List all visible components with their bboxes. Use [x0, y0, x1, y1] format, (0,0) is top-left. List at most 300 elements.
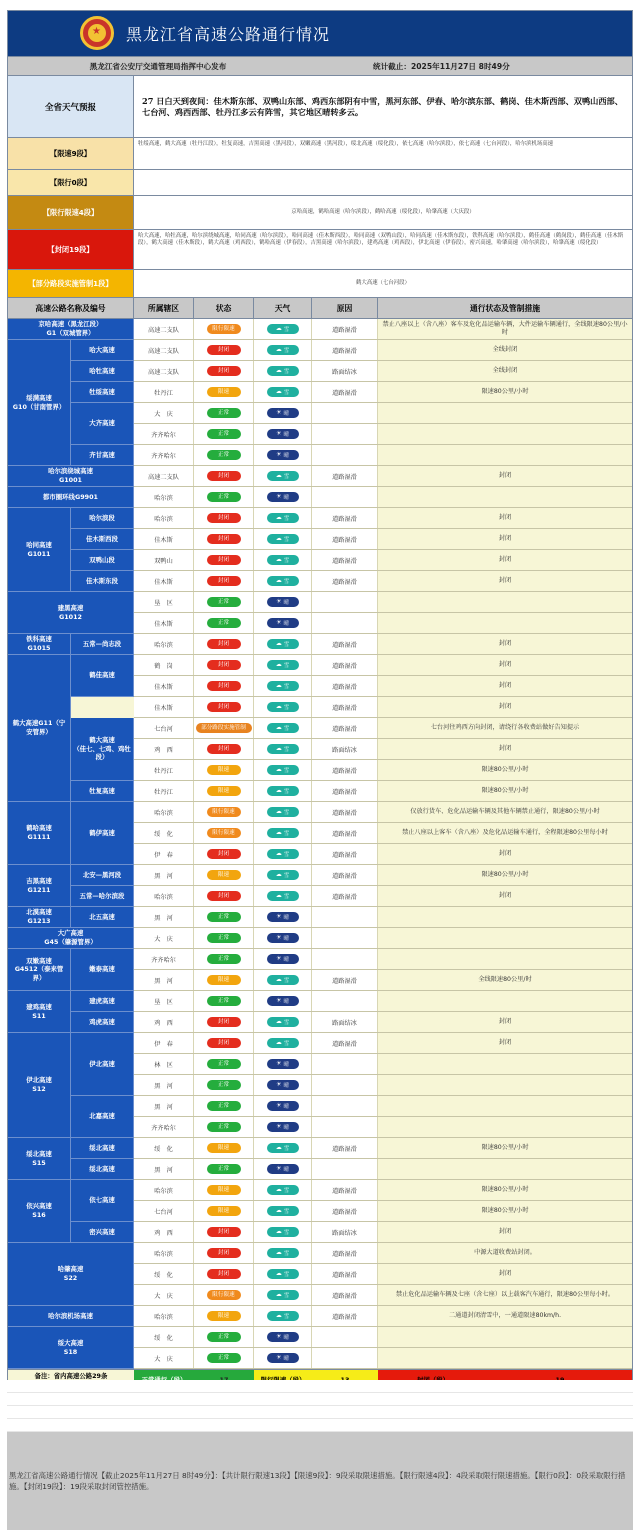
table-row: [134, 781, 632, 802]
status-badge: 正常: [207, 933, 241, 943]
table-row: [134, 655, 632, 676]
table-row: [134, 844, 632, 865]
table-row: [134, 1054, 632, 1075]
weather-cell: [254, 907, 312, 927]
area-cell: 哈尔滨: [134, 634, 194, 654]
reason-cell: 道路湿滑: [312, 634, 378, 654]
publisher-row: [8, 57, 632, 76]
reason-cell: [312, 403, 378, 423]
weather-label: 雪: [283, 369, 290, 375]
status-cell: [194, 1243, 254, 1263]
status-cell: [194, 613, 254, 633]
weather-badge: [267, 996, 299, 1006]
status-cell: [194, 319, 254, 339]
reason-cell: 道路湿滑: [312, 886, 378, 906]
snowflake-icon: ☁: [275, 1228, 282, 1235]
area-cell: 齐齐哈尔: [134, 424, 194, 444]
area-cell: 双鸭山: [134, 550, 194, 570]
table-row: [134, 571, 632, 592]
table-row: [134, 550, 632, 571]
area-cell: 鸡 西: [134, 1012, 194, 1032]
area-cell: 齐齐哈尔: [134, 445, 194, 465]
status-badge: 封闭: [207, 534, 241, 544]
area-cell: 伊 春: [134, 844, 194, 864]
status-cell: [194, 1117, 254, 1137]
sun-icon: ☀: [276, 619, 282, 626]
status-cell: [194, 1306, 254, 1326]
weather-label: 晴: [283, 1125, 289, 1131]
measure-cell: 封闭: [498, 1039, 512, 1047]
weather-label: 晴: [283, 1083, 289, 1089]
sun-icon: ☀: [276, 1102, 282, 1109]
status-cell: [194, 340, 254, 360]
status-cell: [194, 865, 254, 885]
road-name: 伊北高速 S12: [8, 1033, 71, 1138]
weather-badge: [267, 1122, 299, 1132]
table-row: [134, 1180, 632, 1201]
status-cell: [194, 802, 254, 822]
status-badge: 限速: [207, 975, 241, 985]
weather-cell: [254, 487, 312, 507]
segment-name: 鹤大高速 （佳七、七鸡、鸡牡段）: [71, 718, 134, 781]
segment-name: 大齐高速: [71, 403, 134, 445]
weather-cell: [254, 781, 312, 801]
measure-cell: [378, 487, 632, 507]
measure-cell: 禁止八座以上客车（含八座）及危化品运输车通行，全程限速80公里每小时: [402, 829, 608, 837]
sun-icon: ☀: [276, 451, 282, 458]
status-cell: [194, 445, 254, 465]
measure-cell: 仅放行货车、危化品运输车辆及其他车辆禁止通行，限速80公里/小时: [410, 808, 600, 816]
weather-label: 雪: [283, 978, 290, 984]
segment-name: 五常—尚志段: [71, 634, 134, 655]
status-cell: [194, 1327, 254, 1347]
road-name: 哈尔滨机场高速: [8, 1306, 134, 1327]
area-cell: 佳木斯: [134, 676, 194, 696]
status-badge: 封闭: [207, 1227, 241, 1237]
weather-label: 雪: [283, 1293, 290, 1299]
table-row: [134, 1306, 632, 1327]
status-badge: 限速: [207, 786, 241, 796]
weather-label: 雪: [283, 873, 290, 879]
stat-date: 统计截止：2025年11月27日 8时49分: [373, 61, 510, 71]
snowflake-icon: ☁: [275, 514, 282, 521]
weather-label: 晴: [283, 1167, 289, 1173]
status-badge: 封闭: [207, 639, 241, 649]
summary-text: 鹤大高速（七台河段）: [356, 279, 410, 286]
table-row: [134, 1222, 632, 1243]
sun-icon: ☀: [276, 1333, 282, 1340]
status-badge: 封闭: [207, 1017, 241, 1027]
area-cell: 高速二支队: [134, 340, 194, 360]
status-cell: [194, 382, 254, 402]
weather-label: 雪: [283, 1041, 290, 1047]
weather-badge: [267, 324, 299, 334]
snowflake-icon: ☁: [275, 829, 282, 836]
weather-cell: [254, 1306, 312, 1326]
reason-cell: 道路湿滑: [312, 466, 378, 486]
snowflake-icon: ☁: [275, 1039, 282, 1046]
weather-cell: [254, 592, 312, 612]
area-cell: 佳木斯: [134, 613, 194, 633]
status-cell: [194, 1033, 254, 1053]
snowflake-icon: ☁: [275, 1249, 282, 1256]
reason-cell: 道路湿滑: [312, 697, 378, 717]
weather-label: 晴: [283, 432, 289, 438]
segment-name: 北嘉高速: [71, 1096, 134, 1138]
summary-row-l9: [8, 138, 632, 170]
weather-cell: [254, 676, 312, 696]
measure-cell: 封闭: [498, 1270, 512, 1278]
status-cell: [194, 1054, 254, 1074]
weather-cell: [254, 1054, 312, 1074]
weather-cell: [254, 529, 312, 549]
weather-cell: [254, 340, 312, 360]
col-reason: 原因: [312, 298, 378, 318]
sun-icon: ☀: [276, 430, 282, 437]
weather-cell: [254, 571, 312, 591]
table-row: [134, 1327, 632, 1348]
snowflake-icon: ☁: [275, 850, 282, 857]
measure-cell: [378, 403, 632, 423]
table-row: [134, 865, 632, 886]
sun-icon: ☀: [276, 1081, 282, 1088]
weather-label: 雪: [283, 789, 290, 795]
measure-cell: 禁止危化品运输车辆及七座（含七座）以上载客汽车通行，限速80公里每小时。: [395, 1291, 615, 1299]
measure-cell: 全线封闭: [492, 346, 518, 354]
table-row: [134, 697, 632, 718]
area-cell: 牡丹江: [134, 760, 194, 780]
status-badge: 正常: [207, 912, 241, 922]
weather-badge: [267, 1332, 299, 1342]
status-cell: [194, 823, 254, 843]
table-row: [134, 445, 632, 466]
status-badge: 正常: [207, 597, 241, 607]
table-row: [134, 613, 632, 634]
table-row: [134, 1096, 632, 1117]
weather-label: 晴: [283, 495, 289, 501]
table-row: [134, 991, 632, 1012]
table-row: [134, 634, 632, 655]
reason-cell: 道路湿滑: [312, 718, 378, 738]
segment-name: 牡绥高速: [71, 382, 134, 403]
snowflake-icon: ☁: [275, 325, 282, 332]
weather-label: 雪: [283, 558, 290, 564]
weather-label: 雪: [283, 348, 290, 354]
table-row: [134, 340, 632, 361]
reason-cell: 道路湿滑: [312, 1285, 378, 1305]
segment-name: 嫩泰高速: [71, 949, 134, 991]
status-cell: [194, 1012, 254, 1032]
status-badge: 正常: [207, 1332, 241, 1342]
reason-cell: 道路湿滑: [312, 844, 378, 864]
status-cell: [194, 781, 254, 801]
weather-cell: [254, 1138, 312, 1158]
col-weather: 天气: [254, 298, 312, 318]
snowflake-icon: ☁: [275, 1186, 282, 1193]
segment-name: 鸡虎高速: [71, 1012, 134, 1033]
measure-cell: 七台河往鸡西方向封闭，请绕行各收费站做好告知提示: [430, 724, 580, 732]
snowflake-icon: ☁: [275, 1018, 282, 1025]
measure-cell: [378, 424, 632, 444]
status-badge: 封闭: [207, 345, 241, 355]
status-cell: [194, 697, 254, 717]
reason-cell: 道路湿滑: [312, 802, 378, 822]
measure-cell: [378, 592, 632, 612]
weather-label: 晴: [283, 453, 289, 459]
status-badge: 正常: [207, 1080, 241, 1090]
road-name: 绥北高速 S15: [8, 1138, 71, 1180]
area-cell: 黑 河: [134, 1075, 194, 1095]
area-cell: 七台河: [134, 718, 194, 738]
weather-label: 雪: [283, 1272, 290, 1278]
summary-label: 【部分路段实施管制1段】: [8, 270, 134, 297]
weather-label: 雪: [283, 1314, 290, 1320]
sun-icon: ☀: [276, 598, 282, 605]
segment-name: 佳木斯东段: [71, 571, 134, 592]
status-badge: 限速: [207, 1185, 241, 1195]
weather-badge: [267, 870, 299, 880]
weather-label: 晴: [283, 999, 289, 1005]
segment-name: 哈牡高速: [71, 361, 134, 382]
reason-cell: [312, 991, 378, 1011]
measure-cell: 封闭: [498, 850, 512, 858]
weather-cell: [254, 361, 312, 381]
weather-label: 雪: [283, 684, 290, 690]
weather-cell: [254, 760, 312, 780]
reason-cell: 道路湿滑: [312, 340, 378, 360]
weather-cell: [254, 550, 312, 570]
weather-cell: [254, 1033, 312, 1053]
table-row: [134, 823, 632, 844]
status-cell: [194, 1096, 254, 1116]
status-cell: [194, 907, 254, 927]
measure-cell: [378, 1054, 632, 1074]
sun-icon: ☀: [276, 493, 282, 500]
measure-cell: 全线封闭: [492, 367, 518, 375]
weather-label: 雪: [283, 327, 290, 333]
segment-name: 双鸭山段: [71, 550, 134, 571]
weather-badge: [267, 1290, 299, 1300]
weather-badge: [267, 1248, 299, 1258]
weather-badge: [267, 1080, 299, 1090]
weather-label: 雪: [283, 663, 290, 669]
weather-label: 雪: [283, 768, 290, 774]
weather-cell: [254, 1159, 312, 1179]
measure-cell: 封闭: [498, 1018, 512, 1026]
segment-name: 牡复高速: [71, 781, 134, 802]
status-cell: [194, 424, 254, 444]
table-row: [134, 466, 632, 487]
weather-label: 雪: [283, 1230, 290, 1236]
status-badge: 正常: [207, 1164, 241, 1174]
segment-name: 密兴高速: [71, 1222, 134, 1243]
reason-cell: [312, 1348, 378, 1368]
table-row: [134, 1033, 632, 1054]
snowflake-icon: ☁: [275, 1207, 282, 1214]
reason-cell: 路面结冰: [312, 739, 378, 759]
status-cell: [194, 1159, 254, 1179]
status-badge: 封闭: [207, 1269, 241, 1279]
area-cell: 牡丹江: [134, 781, 194, 801]
area-cell: 黑 河: [134, 970, 194, 990]
status-cell: [194, 1222, 254, 1242]
area-cell: 哈尔滨: [134, 508, 194, 528]
weather-badge: [267, 1059, 299, 1069]
weather-badge: [267, 1227, 299, 1237]
reason-cell: 道路湿滑: [312, 781, 378, 801]
weather-cell: [254, 466, 312, 486]
reason-cell: [312, 907, 378, 927]
sun-icon: ☀: [276, 955, 282, 962]
area-cell: 伊 春: [134, 1033, 194, 1053]
weather-badge: [267, 345, 299, 355]
reason-cell: 道路湿滑: [312, 1306, 378, 1326]
status-badge: 限速: [207, 765, 241, 775]
road-name: 绥满高速 G10（甘南管界）: [8, 340, 71, 466]
status-badge: 封闭: [207, 471, 241, 481]
weather-badge: [267, 807, 299, 817]
summary-label: 【封闭19段】: [8, 230, 134, 269]
status-cell: [194, 1201, 254, 1221]
weather-cell: [254, 865, 312, 885]
road-name: 建黑高速 G1012: [8, 592, 134, 634]
status-cell: [194, 361, 254, 381]
area-cell: 林 区: [134, 1054, 194, 1074]
status-cell: [194, 1348, 254, 1368]
measure-cell: [378, 949, 632, 969]
status-cell: [194, 571, 254, 591]
weather-label: 晴: [283, 1335, 289, 1341]
weather-label: 雪: [283, 726, 290, 732]
status-cell: [194, 1138, 254, 1158]
road-name: 建鸡高速 S11: [8, 991, 71, 1033]
weather-cell: [254, 802, 312, 822]
status-cell: [194, 928, 254, 948]
weather-label: 雪: [283, 1146, 290, 1152]
road-name: 哈同高速 G1011: [8, 508, 71, 592]
status-cell: [194, 949, 254, 969]
measure-cell: [378, 1159, 632, 1179]
area-cell: 黑 河: [134, 865, 194, 885]
snowflake-icon: ☁: [275, 472, 282, 479]
table-row: [134, 529, 632, 550]
weather-badge: [267, 702, 299, 712]
weather-cell: [254, 613, 312, 633]
measure-cell: [378, 1327, 632, 1347]
weather-label: 晴: [283, 1356, 289, 1362]
reason-cell: 道路湿滑: [312, 319, 378, 339]
sun-icon: ☀: [276, 934, 282, 941]
snowflake-icon: ☁: [275, 703, 282, 710]
area-cell: 牡丹江: [134, 382, 194, 402]
weather-cell: [254, 949, 312, 969]
police-emblem-icon: ★: [76, 14, 120, 54]
road-table: [8, 319, 632, 1369]
header-bar: [8, 11, 632, 57]
status-cell: [194, 529, 254, 549]
weather-cell: [254, 1096, 312, 1116]
status-badge: 部分路段实施管制: [196, 723, 252, 733]
weather-badge: [267, 387, 299, 397]
col-area: 所属辖区: [134, 298, 194, 318]
status-cell: [194, 844, 254, 864]
status-badge: 封闭: [207, 660, 241, 670]
reason-cell: 道路湿滑: [312, 1033, 378, 1053]
reason-cell: [312, 424, 378, 444]
measure-cell: 封闭: [498, 1228, 512, 1236]
status-badge: 封闭: [207, 744, 241, 754]
status-badge: 封闭: [207, 702, 241, 712]
measure-cell: 封闭: [498, 535, 512, 543]
table-row: [134, 1075, 632, 1096]
status-badge: 封闭: [207, 849, 241, 859]
road-name: 哈肇高速 S22: [8, 1243, 134, 1306]
summary-row-l19: [8, 230, 632, 270]
measure-cell: 封闭: [498, 892, 512, 900]
weather-badge: [267, 576, 299, 586]
weather-cell: [254, 508, 312, 528]
snowflake-icon: ☁: [275, 1144, 282, 1151]
reason-cell: 道路湿滑: [312, 1264, 378, 1284]
weather-cell: [254, 1243, 312, 1263]
status-badge: 正常: [207, 450, 241, 460]
area-cell: 高速二支队: [134, 361, 194, 381]
weather-badge: [267, 891, 299, 901]
weather-cell: [254, 697, 312, 717]
area-cell: 黑 河: [134, 907, 194, 927]
area-cell: 哈尔滨: [134, 1180, 194, 1200]
weather-label: 雪: [283, 642, 290, 648]
weather-badge: [267, 1101, 299, 1111]
summary-text: 哈大高速，哈牡高速，哈尔滨绕城高速，哈同高速（哈尔滨段），哈同高速（佳木斯西段），哈同高速（双鸭山段），哈同高速（佳木斯东段），铁科高速（哈尔滨段），鹤佳高速（鹤岗段），鹤佳高速（佳木斯段），鹤大高速（佳木斯段），鹤大高速（鸡西段），鹤哈高速（伊春段），吉黑高速（哈尔滨段），建鸡高速（鸡西段），伊北高速（伊春段），密兴高速，哈肇高速（哈尔滨段），哈肇高速（绥化段）: [138, 233, 624, 247]
summary-block: [8, 138, 632, 298]
reason-cell: [312, 1327, 378, 1347]
reason-cell: 道路湿滑: [312, 676, 378, 696]
reason-cell: [312, 949, 378, 969]
weather-cell: [254, 403, 312, 423]
reason-cell: 路面结冰: [312, 1222, 378, 1242]
weather-label: 雪: [283, 810, 290, 816]
table-row: [134, 907, 632, 928]
sun-icon: ☀: [276, 409, 282, 416]
reason-cell: 道路湿滑: [312, 508, 378, 528]
area-cell: 垦 区: [134, 991, 194, 1011]
measure-cell: 限速80公里/小时: [481, 766, 529, 774]
road-name: 绥大高速 S18: [8, 1327, 134, 1369]
reason-cell: 道路湿滑: [312, 760, 378, 780]
weather-cell: [254, 1222, 312, 1242]
weather-badge: [267, 555, 299, 565]
weather-label: 雪: [283, 705, 290, 711]
measure-cell: [378, 445, 632, 465]
area-cell: 齐齐哈尔: [134, 949, 194, 969]
blank-rows: [7, 1380, 633, 1432]
area-cell: 大 庆: [134, 403, 194, 423]
summary-label: 【限行限速4段】: [8, 196, 134, 229]
area-cell: 大 庆: [134, 1285, 194, 1305]
weather-label: 晴: [283, 957, 289, 963]
measure-cell: [378, 613, 632, 633]
table-row: [134, 949, 632, 970]
weather-cell: [254, 1012, 312, 1032]
weather-cell: [254, 1201, 312, 1221]
snowflake-icon: ☁: [275, 724, 282, 731]
snowflake-icon: ☁: [275, 577, 282, 584]
weather-badge: [267, 429, 299, 439]
road-name: 双嫩高速 G4512（泰来管界）: [8, 949, 71, 991]
weather-badge: [267, 933, 299, 943]
snowflake-icon: ☁: [275, 787, 282, 794]
